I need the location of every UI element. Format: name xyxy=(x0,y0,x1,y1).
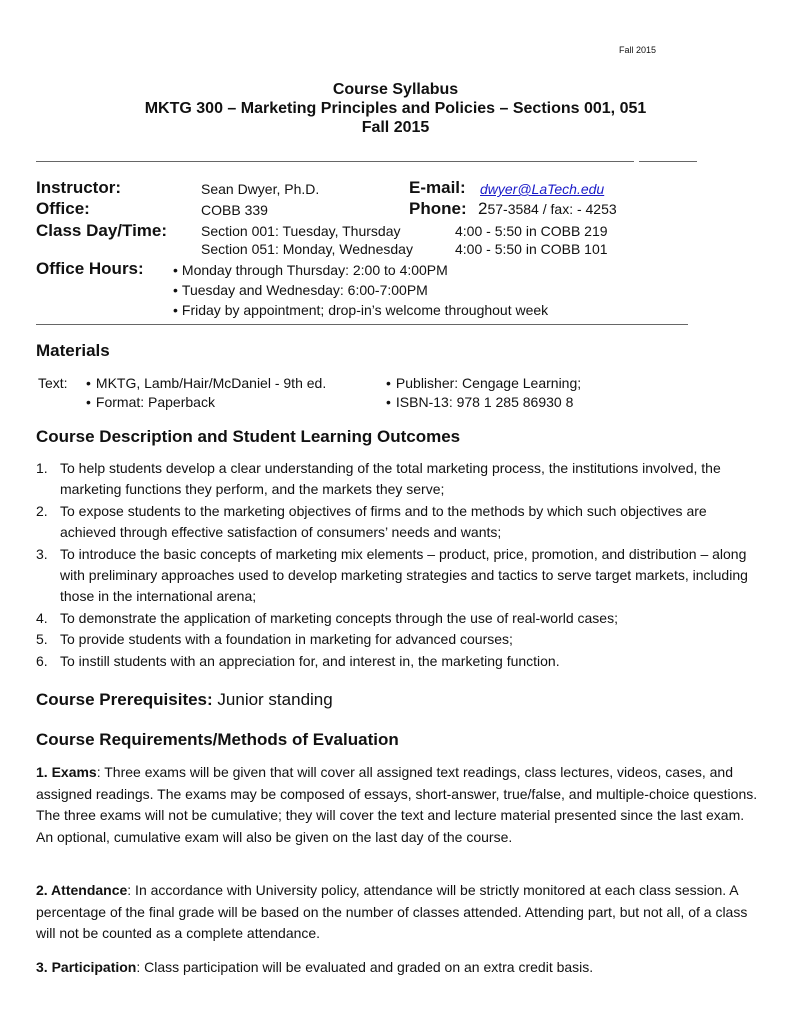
participation-paragraph xyxy=(36,957,758,979)
attendance-text: : In accordance with University policy, attendance will be strictly monitored at each class session. A percentage of the final grade will be based on the number of classes attended. Attending part, but not all, of a class will not be counted as a complete attendance. xyxy=(36,882,748,942)
phone-number: 57-3584 / fax: - 4253 xyxy=(487,201,617,217)
list-item: • MKTG, Lamb/Hair/McDaniel - 9th ed. xyxy=(86,374,326,393)
office-hours-list xyxy=(173,260,548,320)
exams-paragraph xyxy=(36,762,758,848)
text-label: Text: xyxy=(38,375,68,391)
list-item: 3. To introduce the basic concepts of marketing mix elements – product, price, promotion, and distribution – along with preliminary approaches used to develop marketing strategies and tactics to serve target markets, including those in the international arena; xyxy=(36,545,748,605)
section-051-time: 4:00 - 5:50 in COBB 101 xyxy=(455,241,608,257)
exams-label: 1. Exams xyxy=(36,764,97,780)
title-block xyxy=(0,80,791,137)
exams-text: : Three exams will be given that will cover all assigned text readings, class lectures, videos, cases, and assigned readings. The exams may be composed of essays, short-answer, true/false, and multiple-choice questions. The three exams will not be cumulative; they will cover the text and lecture material presented since the last exam. An optional, cumulative exam will also be given on the last day of the course. xyxy=(36,764,758,845)
email-link[interactable]: dwyer@LaTech.edu xyxy=(480,181,605,197)
participation-text: : Class participation will be evaluated and graded on an extra credit basis. xyxy=(136,959,594,975)
prerequisites-value: Junior standing xyxy=(212,690,333,709)
divider xyxy=(639,161,697,162)
list-item: • Format: Paperback xyxy=(86,393,326,412)
divider xyxy=(36,161,634,162)
list-item: 1. To help students develop a clear understanding of the total marketing process, the institutions involved, the marketing functions they perform, and the markets they serve; xyxy=(36,460,721,498)
phone-prefix: 2 xyxy=(478,199,488,218)
requirements-heading: Course Requirements/Methods of Evaluation xyxy=(36,730,399,749)
office-value: COBB 339 xyxy=(201,202,268,218)
document-title: Course Syllabus xyxy=(332,81,459,98)
instructor-name: Sean Dwyer, Ph.D. xyxy=(201,181,320,197)
section-001: Section 001: Tuesday, Thursday xyxy=(201,223,401,239)
header-date: Fall 2015 xyxy=(619,45,657,55)
list-item: • Monday through Thursday: 2:00 to 4:00PM xyxy=(173,260,548,280)
list-item: • Tuesday and Wednesday: 6:00-7:00PM xyxy=(173,280,548,300)
list-item: • Publisher: Cengage Learning; xyxy=(386,374,581,393)
phone-value xyxy=(478,199,617,219)
description-heading: Course Description and Student Learning Outcomes xyxy=(36,427,461,446)
section-051: Section 051: Monday, Wednesday xyxy=(201,241,413,257)
instructor-label: Instructor: xyxy=(36,178,121,197)
list-item: • Friday by appointment; drop-in’s welcome throughout week xyxy=(173,300,548,320)
phone-label: Phone: xyxy=(409,199,467,218)
term-title: Fall 2015 xyxy=(361,119,430,136)
email-link-wrap xyxy=(480,181,604,199)
attendance-paragraph xyxy=(36,880,758,945)
list-item: 2. To expose students to the marketing objectives of firms and to the methods by which such objectives are achieved through effective satisfaction of consumers’ needs and wants; xyxy=(36,502,707,541)
office-hours-label: Office Hours: xyxy=(36,259,144,278)
outcomes-list xyxy=(36,458,756,672)
attendance-label: 2. Attendance xyxy=(36,882,128,898)
office-label: Office: xyxy=(36,199,90,218)
prerequisites-label: Course Prerequisites: xyxy=(36,690,213,709)
email-label: E-mail: xyxy=(409,178,466,197)
list-item: 4. To demonstrate the application of marketing concepts through the use of real-world cases; xyxy=(36,609,618,626)
participation-label: 3. Participation xyxy=(36,959,137,975)
materials-left xyxy=(86,374,326,412)
list-item: • ISBN-13: 978 1 285 86930 8 xyxy=(386,393,581,412)
materials-heading: Materials xyxy=(36,341,110,360)
prerequisites xyxy=(36,690,333,710)
list-item: 5. To provide students with a foundation in marketing for advanced courses; xyxy=(36,631,513,648)
materials-right xyxy=(386,374,581,412)
course-title: MKTG 300 – Marketing Principles and Policies – Sections 001, 051 xyxy=(144,100,647,117)
section-001-time: 4:00 - 5:50 in COBB 219 xyxy=(455,223,608,239)
divider xyxy=(36,324,688,325)
list-item: 6. To instill students with an appreciation for, and interest in, the marketing function. xyxy=(36,652,560,669)
class-time-label: Class Day/Time: xyxy=(36,221,168,240)
